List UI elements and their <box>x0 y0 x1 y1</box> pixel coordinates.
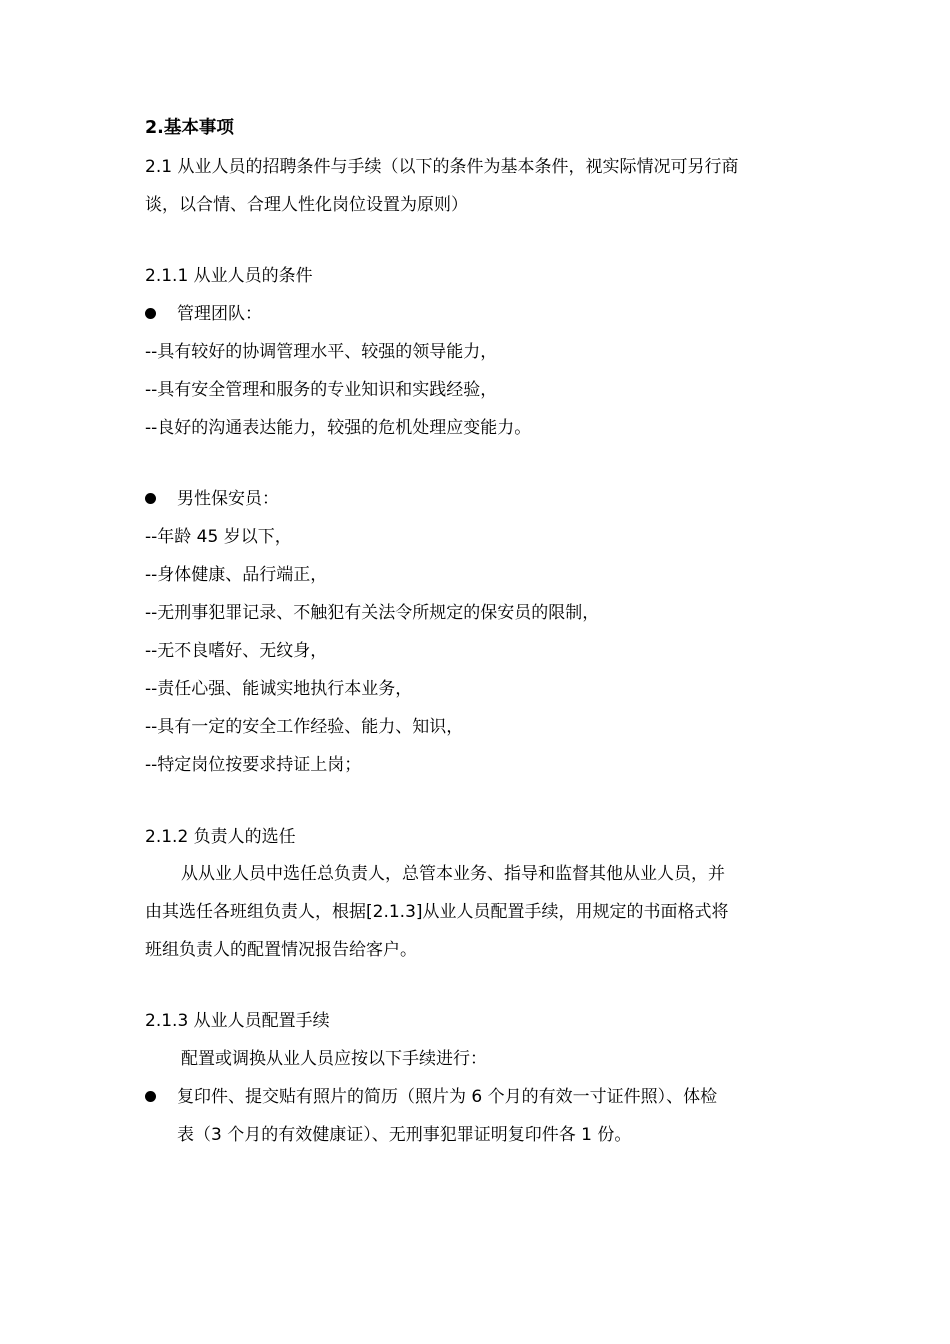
procedure-bullet-line: 复印件、提交贴有照片的简历（照片为 6 个月的有效一寸证件照）、体检 <box>177 1087 718 1107</box>
list-item: --责任心强、能诚实地执行本业务， <box>145 679 413 699</box>
paragraph-line: 班组负责人的配置情况报告给客户。 <box>145 940 417 960</box>
bullet-dot-icon <box>145 487 159 501</box>
section-2-1-3-title: 2.1.3 从业人员配置手续 <box>145 1011 330 1031</box>
bullet-dot-icon <box>145 1085 159 1099</box>
list-item: --具有安全管理和服务的专业知识和实践经验， <box>145 380 498 400</box>
list-item: --具有一定的安全工作经验、能力、知识， <box>145 717 464 737</box>
management-team-label: 管理团队： <box>177 304 262 324</box>
bullet-dot-icon <box>145 302 159 316</box>
section-2-1-1-title: 2.1.1 从业人员的条件 <box>145 266 313 286</box>
list-item: --无刑事犯罪记录、不触犯有关法令所规定的保安员的限制， <box>145 603 600 623</box>
paragraph-line: 从从业人员中选任总负责人，总管本业务、指导和监督其他从业人员，并 <box>181 864 725 884</box>
procedure-bullet-line: 表（3 个月的有效健康证）、无刑事犯罪证明复印件各 1 份。 <box>177 1125 632 1145</box>
paragraph-line: 由其选任各班组负责人，根据[2.1.3]从业人员配置手续，用规定的书面格式将 <box>145 902 729 922</box>
section-title: 2.基本事项 <box>145 118 234 138</box>
list-item: --具有较好的协调管理水平、较强的领导能力， <box>145 342 498 362</box>
list-item: --良好的沟通表达能力，较强的危机处理应变能力。 <box>145 418 532 438</box>
section-2-1-line-2: 谈，以合情、合理人性化岗位设置为原则） <box>145 195 468 215</box>
list-item: --特定岗位按要求持证上岗； <box>145 755 362 775</box>
male-guard-label: 男性保安员： <box>177 489 279 509</box>
list-item: --无不良嗜好、无纹身， <box>145 641 328 661</box>
list-item: --年龄 45 岁以下， <box>145 527 292 547</box>
section-2-1-line-1: 2.1 从业人员的招聘条件与手续（以下的条件为基本条件，视实际情况可另行商 <box>145 157 739 177</box>
list-item: --身体健康、品行端正， <box>145 565 328 585</box>
procedure-intro: 配置或调换从业人员应按以下手续进行： <box>181 1049 487 1069</box>
section-2-1-2-title: 2.1.2 负责人的选任 <box>145 827 296 847</box>
